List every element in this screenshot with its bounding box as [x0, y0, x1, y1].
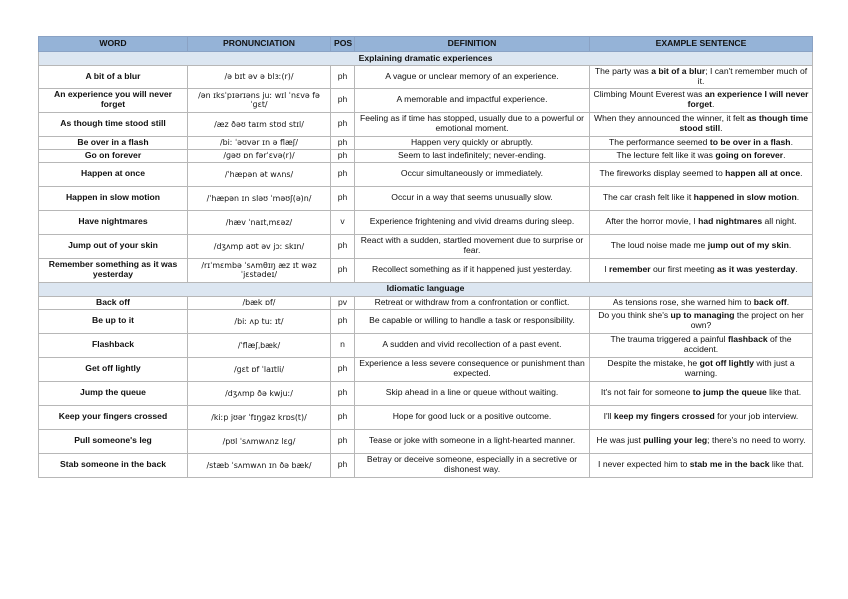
- example-text: with just a warning.: [684, 358, 795, 379]
- pronunciation-cell: /stæb ˈsʌmwʌn ɪn ðə bæk/: [188, 453, 331, 477]
- example-highlight: to jump the queue: [692, 387, 767, 398]
- example-highlight: a bit of a blur: [651, 66, 706, 76]
- example-cell: [590, 186, 813, 210]
- header-pos: POS: [331, 37, 355, 52]
- example-text: The car crash felt like it: [602, 192, 694, 203]
- word-cell: A bit of a blur: [39, 66, 188, 89]
- pos-cell: ph: [331, 381, 355, 405]
- example-highlight: had nightmares: [698, 216, 763, 227]
- table-row: [39, 234, 813, 258]
- pronunciation-cell: /ɡəʊ ɒn fərˈɛvə(r)/: [188, 149, 331, 162]
- pos-cell: ph: [331, 453, 355, 477]
- definition-cell: React with a sudden, startled movement due to surprise or fear.: [355, 234, 590, 258]
- example-text: .: [788, 240, 792, 251]
- header-word: WORD: [39, 37, 188, 52]
- example-cell: [590, 210, 813, 234]
- definition-cell: A sudden and vivid recollection of a past event.: [355, 333, 590, 357]
- definition-cell: Hope for good luck or a positive outcome.: [355, 405, 590, 429]
- example-cell: [590, 296, 813, 309]
- example-text: like that.: [766, 387, 802, 398]
- example-text: ; I can't remember much of it.: [697, 66, 808, 86]
- table-row: [39, 88, 813, 112]
- pronunciation-cell: /bæk ɒf/: [188, 296, 331, 309]
- section-title: Idiomatic language: [39, 282, 813, 296]
- example-text: When they announced the winner, it felt: [594, 113, 747, 124]
- example-highlight: flashback: [727, 334, 768, 345]
- table-row: [39, 136, 813, 149]
- example-highlight: stab me in the back: [689, 459, 770, 470]
- example-text: The loud noise made me: [610, 240, 708, 251]
- example-text: The lecture felt like it was: [616, 149, 716, 160]
- example-highlight: as though time stood still: [679, 113, 808, 134]
- word-cell: Get off lightly: [39, 357, 188, 381]
- example-text: .: [800, 168, 803, 179]
- example-text: .: [720, 123, 723, 134]
- table-row: [39, 405, 813, 429]
- pos-cell: v: [331, 210, 355, 234]
- example-text: for your job interview.: [714, 411, 799, 422]
- example-cell: [590, 405, 813, 429]
- section-row: [39, 282, 813, 296]
- example-cell: [590, 88, 813, 112]
- header-pronunciation: PRONUNCIATION: [188, 37, 331, 52]
- example-text: .: [790, 136, 793, 147]
- definition-cell: Experience frightening and vivid dreams during sleep.: [355, 210, 590, 234]
- pronunciation-cell: /æz ðəʊ taɪm stʊd stɪl/: [188, 112, 331, 136]
- definition-cell: Be capable or willing to handle a task or responsibility.: [355, 309, 590, 333]
- example-text: like that.: [769, 459, 804, 470]
- pronunciation-cell: /hæv ˈnaɪtˌmɛəz/: [188, 210, 331, 234]
- table-row: [39, 357, 813, 381]
- example-highlight: to be over in a flash: [709, 136, 791, 147]
- pos-cell: ph: [331, 405, 355, 429]
- section-row: [39, 52, 813, 66]
- example-text: .: [796, 192, 800, 203]
- definition-cell: Seem to last indefinitely; never-ending.: [355, 149, 590, 162]
- table-row: [39, 309, 813, 333]
- example-text: It's not fair for someone: [600, 387, 693, 398]
- definition-cell: Happen very quickly or abruptly.: [355, 136, 590, 149]
- example-highlight: keep my fingers crossed: [613, 411, 715, 422]
- example-highlight: happen all at once: [725, 168, 801, 179]
- example-highlight: as it was yesterday: [716, 264, 796, 275]
- table-row: [39, 162, 813, 186]
- example-text: Climbing Mount Everest was: [593, 89, 705, 100]
- word-cell: Pull someone's leg: [39, 429, 188, 453]
- example-text: .: [711, 99, 715, 110]
- definition-cell: Occur in a way that seems unusually slow.: [355, 186, 590, 210]
- pos-cell: ph: [331, 88, 355, 112]
- definition-cell: Betray or deceive someone, especially in a secretive or dishonest way.: [355, 453, 590, 477]
- example-text: Despite the mistake, he: [607, 358, 700, 369]
- pronunciation-cell: /ə bɪt əv ə blɜː(r)/: [188, 66, 331, 89]
- pos-cell: ph: [331, 258, 355, 282]
- table-row: [39, 333, 813, 357]
- word-cell: Jump out of your skin: [39, 234, 188, 258]
- table-row: [39, 453, 813, 477]
- example-text: Do you think she's: [598, 310, 671, 321]
- example-cell: [590, 429, 813, 453]
- example-text: ; there's no need to worry.: [707, 435, 806, 446]
- header-example: EXAMPLE SENTENCE: [590, 37, 813, 52]
- example-text: .: [783, 149, 786, 160]
- example-text: I'll: [603, 411, 614, 422]
- example-text: .: [795, 264, 798, 275]
- pronunciation-cell: /kiːp jʊər ˈfɪŋɡəz krɒs(t)/: [188, 405, 331, 429]
- example-cell: [590, 149, 813, 162]
- definition-cell: Tease or joke with someone in a light-hearted manner.: [355, 429, 590, 453]
- pos-cell: ph: [331, 309, 355, 333]
- word-cell: Remember something as it was yesterday: [39, 258, 188, 282]
- section-title: Explaining dramatic experiences: [39, 52, 813, 66]
- example-text: of the accident.: [683, 334, 792, 355]
- word-cell: Jump the queue: [39, 381, 188, 405]
- example-text: As tensions rose, she warned him to: [612, 296, 754, 307]
- table-body: [39, 52, 813, 478]
- example-cell: [590, 162, 813, 186]
- definition-cell: Skip ahead in a line or queue without waiting.: [355, 381, 590, 405]
- word-cell: Have nightmares: [39, 210, 188, 234]
- table-row: [39, 210, 813, 234]
- pos-cell: pv: [331, 296, 355, 309]
- example-cell: [590, 136, 813, 149]
- pronunciation-cell: /ɡɛt ɒf ˈlaɪtli/: [188, 357, 331, 381]
- pronunciation-cell: /pʊl ˈsʌmwʌnz lɛɡ/: [188, 429, 331, 453]
- example-text: The fireworks display seemed to: [599, 168, 726, 179]
- word-cell: Happen at once: [39, 162, 188, 186]
- example-highlight: going on forever: [715, 149, 784, 160]
- example-text: I never expected him to: [598, 459, 690, 470]
- table-row: [39, 149, 813, 162]
- word-cell: Go on forever: [39, 149, 188, 162]
- example-cell: [590, 333, 813, 357]
- example-text: .: [786, 296, 790, 307]
- example-highlight: jump out of my skin: [707, 240, 789, 251]
- word-cell: As though time stood still: [39, 112, 188, 136]
- table-row: [39, 381, 813, 405]
- definition-cell: Occur simultaneously or immediately.: [355, 162, 590, 186]
- table-row: [39, 186, 813, 210]
- word-cell: Happen in slow motion: [39, 186, 188, 210]
- example-cell: [590, 357, 813, 381]
- pos-cell: ph: [331, 186, 355, 210]
- example-highlight: happened in slow motion: [693, 192, 797, 203]
- example-text: the project on her own?: [690, 310, 804, 331]
- example-highlight: got off lightly: [699, 358, 754, 369]
- word-cell: Back off: [39, 296, 188, 309]
- pos-cell: ph: [331, 429, 355, 453]
- pos-cell: ph: [331, 162, 355, 186]
- example-highlight: an experience I will never forget: [687, 89, 809, 110]
- example-highlight: back off: [753, 296, 787, 307]
- pronunciation-cell: /ˈflæʃˌbæk/: [188, 333, 331, 357]
- word-cell: An experience you will never forget: [39, 88, 188, 112]
- definition-cell: A memorable and impactful experience.: [355, 88, 590, 112]
- pos-cell: ph: [331, 234, 355, 258]
- pronunciation-cell: /dʒʌmp ðə kwjuː/: [188, 381, 331, 405]
- example-cell: [590, 66, 813, 89]
- table-row: [39, 112, 813, 136]
- pos-cell: n: [331, 333, 355, 357]
- example-text: our first meeting: [650, 264, 717, 275]
- example-text: The trauma triggered a painful: [610, 334, 728, 345]
- pos-cell: ph: [331, 66, 355, 89]
- word-cell: Keep your fingers crossed: [39, 405, 188, 429]
- table-row: [39, 296, 813, 309]
- example-cell: [590, 234, 813, 258]
- definition-cell: Recollect something as if it happened just yesterday.: [355, 258, 590, 282]
- pronunciation-cell: /biː ʌp tuː ɪt/: [188, 309, 331, 333]
- example-text: all night.: [762, 216, 797, 227]
- table-row: [39, 258, 813, 282]
- example-text: He was just: [596, 435, 644, 446]
- pronunciation-cell: /ˈhæpən ət wʌns/: [188, 162, 331, 186]
- example-highlight: remember: [609, 264, 651, 275]
- example-cell: [590, 112, 813, 136]
- example-text: The performance seemed: [609, 136, 710, 147]
- table-row: [39, 429, 813, 453]
- definition-cell: A vague or unclear memory of an experience.: [355, 66, 590, 89]
- example-cell: [590, 258, 813, 282]
- definition-cell: Feeling as if time has stopped, usually due to a powerful or emotional moment.: [355, 112, 590, 136]
- table-row: [39, 66, 813, 89]
- vocabulary-table: [38, 36, 813, 478]
- header-row: [39, 37, 813, 52]
- header-definition: DEFINITION: [355, 37, 590, 52]
- example-cell: [590, 453, 813, 477]
- pronunciation-cell: /ˈhæpən ɪn sləʊ ˈməʊʃ(ə)n/: [188, 186, 331, 210]
- word-cell: Be over in a flash: [39, 136, 188, 149]
- pronunciation-cell: /dʒʌmp aʊt əv jɔː skɪn/: [188, 234, 331, 258]
- pos-cell: ph: [331, 357, 355, 381]
- pronunciation-cell: /rɪˈmɛmbə ˈsʌmθɪŋ æz ɪt wəz ˈjɛstədeɪ/: [188, 258, 331, 282]
- word-cell: Flashback: [39, 333, 188, 357]
- pronunciation-cell: /biː ˈəʊvər ɪn ə flæʃ/: [188, 136, 331, 149]
- example-text: The party was: [594, 66, 652, 76]
- example-cell: [590, 381, 813, 405]
- pos-cell: ph: [331, 136, 355, 149]
- example-highlight: up to managing: [670, 310, 735, 321]
- pos-cell: ph: [331, 112, 355, 136]
- definition-cell: Retreat or withdraw from a confrontation or conflict.: [355, 296, 590, 309]
- pronunciation-cell: /ən ɪksˈpɪərɪəns juː wɪl ˈnɛvə fəˈɡɛt/: [188, 88, 331, 112]
- pos-cell: ph: [331, 149, 355, 162]
- example-cell: [590, 309, 813, 333]
- example-text: After the horror movie, I: [605, 216, 699, 227]
- word-cell: Be up to it: [39, 309, 188, 333]
- definition-cell: Experience a less severe consequence or punishment than expected.: [355, 357, 590, 381]
- word-cell: Stab someone in the back: [39, 453, 188, 477]
- example-highlight: pulling your leg: [643, 435, 708, 446]
- example-text: I: [604, 264, 610, 275]
